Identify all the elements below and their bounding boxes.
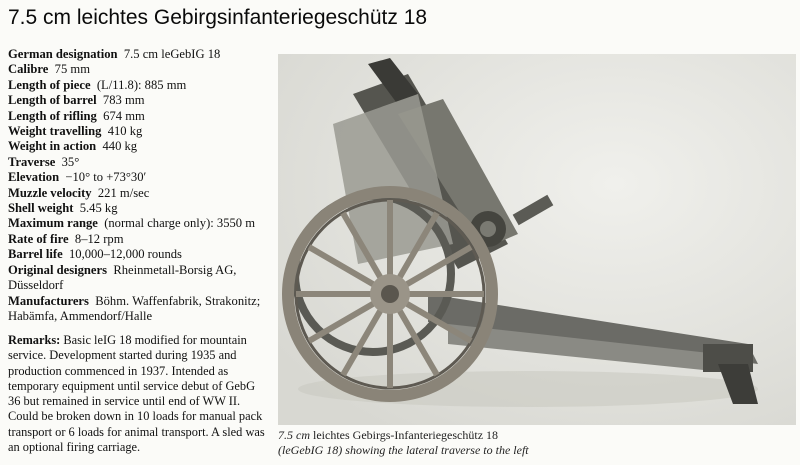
spec-label: Length of piece bbox=[8, 77, 91, 92]
spec-label: Original designers bbox=[8, 262, 108, 277]
caption-description: (leGebIG 18) showing the lateral traverse to the left bbox=[278, 442, 529, 457]
spec-value: 10,000–12,000 rounds bbox=[68, 247, 182, 262]
spec-weight-travelling bbox=[8, 124, 270, 139]
spec-value: 35° bbox=[61, 154, 80, 169]
spec-calibre bbox=[8, 62, 270, 77]
spec-length-of-piece bbox=[8, 78, 270, 93]
spec-value: (normal charge only): 3550 m bbox=[104, 216, 256, 231]
spec-label: Traverse bbox=[8, 154, 56, 169]
spec-value: 410 kg bbox=[107, 124, 143, 139]
gun-photograph bbox=[278, 54, 796, 425]
spec-value: 5.45 kg bbox=[79, 201, 118, 216]
caption-line-1 bbox=[278, 428, 578, 443]
spec-label: Rate of fire bbox=[8, 231, 69, 246]
caption-calibre: 7.5 cm bbox=[278, 428, 310, 442]
spec-value: Rheinmetall-Borsig AG, Düsseldorf bbox=[8, 262, 237, 293]
spec-length-of-barrel bbox=[8, 93, 270, 108]
spec-label: Shell weight bbox=[8, 201, 74, 216]
caption-line-2 bbox=[278, 443, 578, 458]
spec-value: 783 mm bbox=[102, 93, 145, 108]
spec-label: Length of rifling bbox=[8, 108, 97, 123]
spec-label: Barrel life bbox=[8, 247, 63, 262]
remarks-label: Remarks: bbox=[8, 333, 61, 347]
spec-rate-of-fire bbox=[8, 232, 270, 247]
spec-value: 75 mm bbox=[54, 62, 90, 77]
spec-value: (L/11.8): 885 mm bbox=[96, 77, 187, 92]
spec-value: 221 m/sec bbox=[97, 185, 150, 200]
spec-label: Length of barrel bbox=[8, 93, 97, 108]
mountain-gun-illustration bbox=[278, 54, 796, 425]
spec-label: Weight travelling bbox=[8, 124, 102, 139]
spec-weight-in-action bbox=[8, 139, 270, 154]
spec-shell-weight bbox=[8, 201, 270, 216]
spec-muzzle-velocity bbox=[8, 186, 270, 201]
spec-label: Elevation bbox=[8, 170, 60, 185]
spec-value: 7.5 cm leGebIG 18 bbox=[123, 47, 221, 61]
spec-maximum-range bbox=[8, 216, 270, 231]
spec-elevation bbox=[8, 170, 270, 185]
spec-value: −10° to +73°30′ bbox=[65, 170, 147, 185]
spec-original-designers bbox=[8, 263, 270, 294]
spec-length-of-rifling bbox=[8, 109, 270, 124]
spec-value: 674 mm bbox=[103, 108, 145, 123]
spec-german-designation bbox=[8, 47, 270, 62]
spec-label: Weight in action bbox=[8, 139, 97, 154]
remarks-text: Basic leIG 18 modified for mountain service. Development started during 1935 and production commenced in 1937. Intended as temporary equipment until service debut of GebG 36 but remained in service until end of WW II. Could be broken down in 10 loads for manual pack transport or 6 loads for animal transport. A sled was an optional firing carriage. bbox=[8, 333, 265, 455]
spec-label: German designation bbox=[8, 47, 118, 61]
spec-label: Maximum range bbox=[8, 216, 98, 231]
spec-value: 8–12 rpm bbox=[74, 231, 124, 246]
remarks-paragraph bbox=[8, 333, 270, 455]
spec-barrel-life bbox=[8, 247, 270, 262]
spec-value: 440 kg bbox=[102, 139, 138, 154]
spec-value: Böhm. Waffenfabrik, Strakonitz; Habämfa, Ammendorf/Halle bbox=[8, 293, 261, 323]
spec-manufacturers bbox=[8, 294, 270, 325]
spec-label: Manufacturers bbox=[8, 293, 89, 308]
spec-label: Calibre bbox=[8, 62, 49, 77]
specifications-list bbox=[8, 47, 270, 324]
spec-traverse bbox=[8, 155, 270, 170]
photo-caption bbox=[278, 428, 578, 457]
caption-gun-name: leichtes Gebirgs-Infanteriegeschütz 18 bbox=[310, 428, 499, 442]
spec-label: Muzzle velocity bbox=[8, 185, 92, 200]
page-title: 7.5 cm leichtes Gebirgsinfanteriegeschütz 18 bbox=[8, 6, 428, 29]
